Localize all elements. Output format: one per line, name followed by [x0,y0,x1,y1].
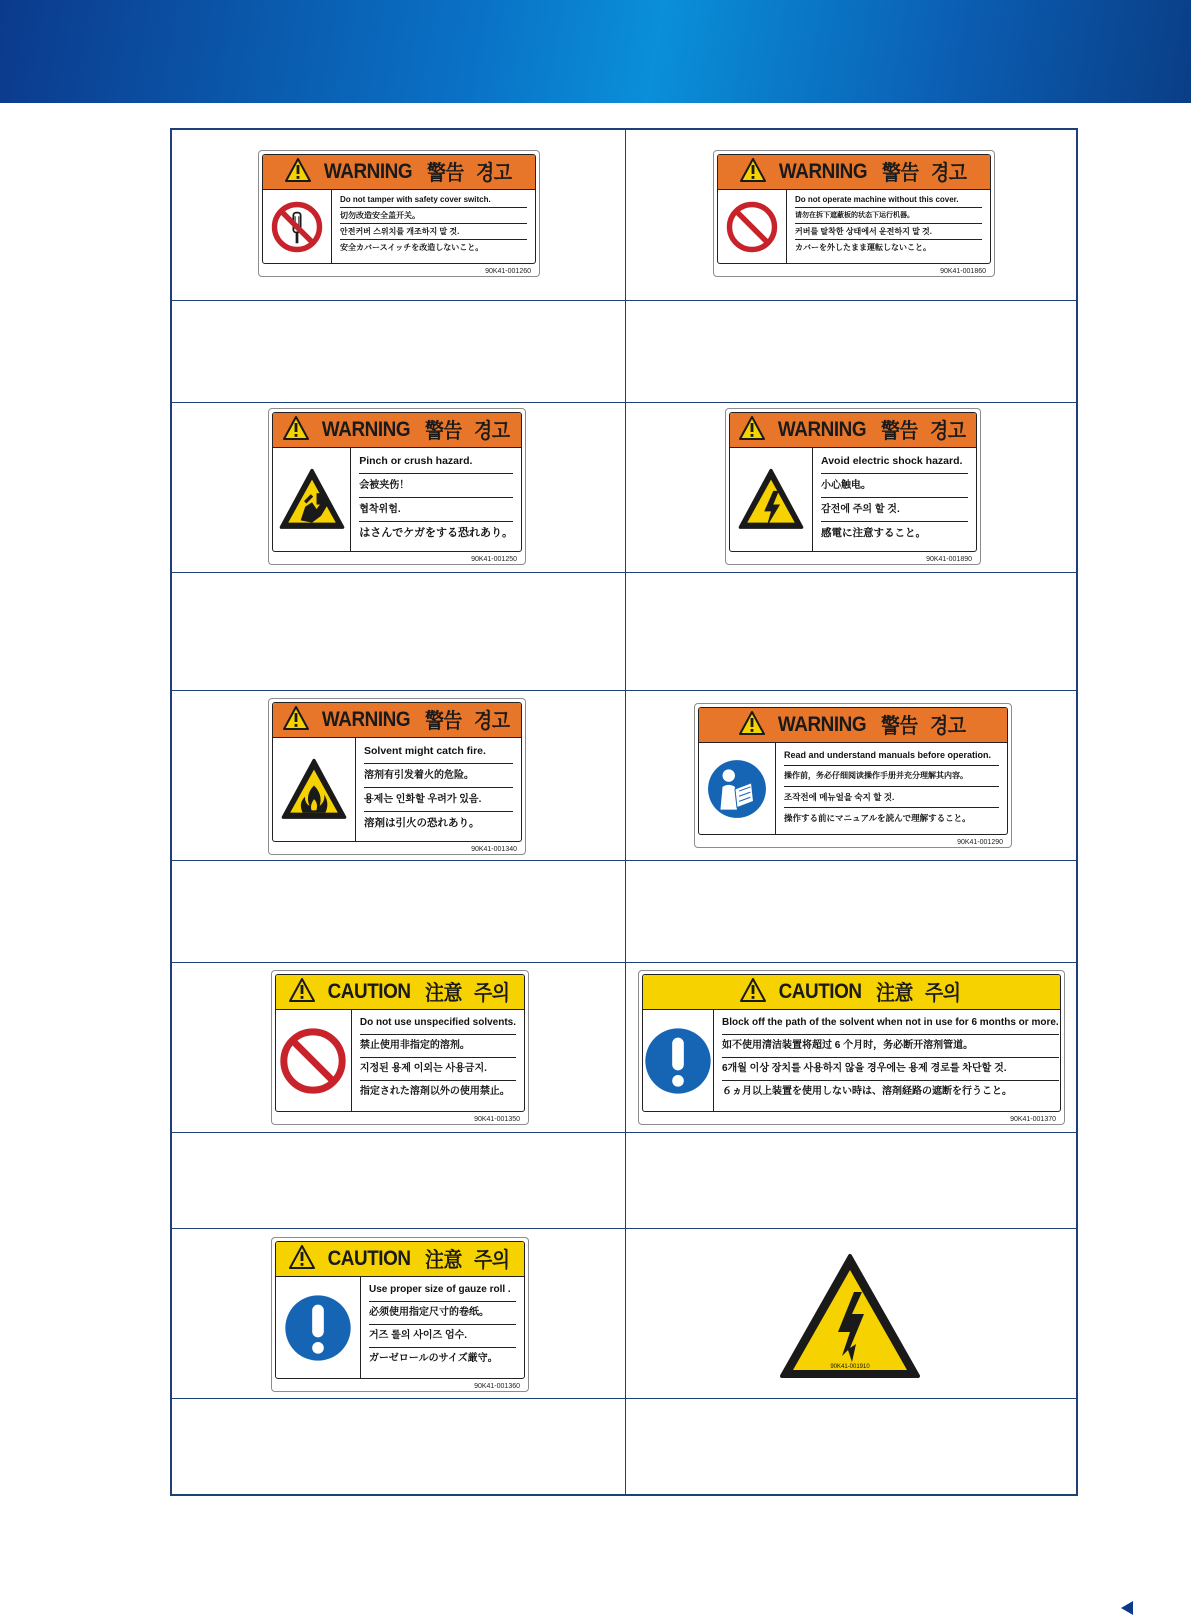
row-divider [172,300,1076,301]
header-word: 警告 [880,715,918,738]
warning-triangle-icon [739,711,765,740]
electric-shock-icon [730,448,813,551]
warning-triangle-icon [739,416,765,445]
no-tamper-icon [263,190,332,263]
previous-page-icon[interactable] [1121,1601,1133,1615]
safety-label [713,150,995,277]
label-text-line: ６ヵ月以上装置を使用しない時は、溶剤経路の遮断を行うこと。 [722,1086,1012,1097]
safety-label [694,703,1012,848]
label-header [643,975,1060,1010]
row-divider [172,1228,1076,1229]
label-code: 90K41-001890 [926,556,972,563]
label-text-line: ガーゼロールのサイズ厳守。 [369,1353,498,1364]
row-divider [172,572,1076,573]
row-divider [172,962,1076,963]
header-word: 警告 [424,710,462,733]
safety-label [271,1237,529,1392]
label-text-line: 커버를 탈착한 상태에서 운전하지 말 것. [795,224,982,240]
header-word: WARNING [321,418,410,441]
label-header [273,413,521,448]
label-header [730,413,976,448]
label-text-line: 必须使用指定尺寸的卷纸。 [369,1302,516,1325]
mandatory-icon [276,1277,361,1378]
row-divider [172,402,1076,403]
header-word: 경고 [929,715,966,738]
safety-label [725,408,981,565]
label-text-line: Solvent might catch fire. [364,740,513,764]
label-text-line: Read and understand manuals before operation. [784,745,999,766]
label-text-line: 禁止使用非指定的溶剂。 [360,1035,516,1058]
header-word: 警告 [426,162,464,185]
header-word: 경고 [473,420,510,443]
label-code: 90K41-001370 [1010,1116,1056,1123]
label-code: 90K41-001340 [471,846,517,853]
header-word: WARNING [778,160,867,183]
label-text-line: Do not tamper with safety cover switch. [340,192,527,208]
safety-label [258,150,540,277]
high-voltage-icon [778,1252,922,1380]
label-text-line: 조작전에 메뉴얼을 숙지 할 것. [784,787,999,808]
label-header [276,975,524,1010]
safety-label [268,698,526,855]
header-word: 주의 [473,1249,510,1272]
label-code: 90K41-001360 [474,1383,520,1390]
label-header [276,1242,524,1277]
row-divider [172,860,1076,861]
warning-triangle-icon [283,416,309,445]
prohibition-icon [718,190,787,263]
header-word: 경고 [930,162,967,185]
label-text-line: Use proper size of gauze roll . [369,1279,516,1302]
safety-label [638,970,1065,1125]
header-word: WARNING [777,418,866,441]
header-word: WARNING [323,160,412,183]
header-word: 경고 [475,162,512,185]
label-text-line: 安全カバースイッチを改造しないこと。 [340,243,484,252]
label-text-line: Block off the path of the solvent when not in use for 6 months or more. [722,1012,1059,1035]
read-manual-icon [699,743,776,834]
label-text-line: Pinch or crush hazard. [359,450,513,474]
warning-triangle-icon [283,706,309,735]
label-text-line: 小心触电。 [821,474,968,498]
label-text-line: 操作する前にマニュアルを読んで理解すること。 [784,813,971,823]
label-text-line: 안전커버 스위치를 개조하지 말 것. [340,224,527,240]
warning-triangle-icon [285,158,311,187]
header-banner [0,0,1191,103]
warning-triangle-icon [740,158,766,187]
safety-label [268,408,526,565]
pinch-hazard-icon [273,448,351,551]
header-word: 경고 [473,710,510,733]
label-text-line: 협착위험. [359,498,513,522]
label-header [273,703,521,738]
label-text-line: はさんでケガをする恐れあり。 [359,527,513,539]
label-text-line: 切勿改造安全盖开关。 [340,208,527,224]
label-text-line: 如不使用清洁装置将超过 6 个月时，务必断开溶剂管道。 [722,1035,1059,1058]
header-word: 주의 [473,982,510,1005]
header-word: CAUTION [327,980,411,1003]
header-word: 경고 [929,420,966,443]
header-word: CAUTION [778,980,862,1003]
label-code: 90K41-001860 [940,268,986,275]
header-word: WARNING [777,713,866,736]
column-divider [625,130,626,1494]
header-word: 注意 [876,982,914,1005]
label-text-line: 操作前，务必仔细阅读操作手册并充分理解其内容。 [784,766,999,787]
warning-triangle-icon [289,1245,315,1274]
mandatory-icon [643,1010,714,1111]
high-voltage-label [778,1252,922,1380]
label-code: 90K41-001910 [830,1364,870,1370]
label-text-line: 溶剂有引发着火的危险。 [364,764,513,788]
label-text-line: Avoid electric shock hazard. [821,450,968,474]
warning-triangle-icon [740,978,766,1007]
header-word: CAUTION [327,1247,411,1270]
label-text-line: 溶剤は引火の恐れあり。 [364,817,480,829]
header-word: 注意 [424,982,462,1005]
prohibition-icon [276,1010,352,1111]
label-text-line: 感電に注意すること。 [821,527,926,539]
label-text-line: 감전에 주의 할 것. [821,498,968,522]
label-header [699,708,1007,743]
header-word: WARNING [321,708,410,731]
label-text-line: 지정된 용제 이외는 사용금지. [360,1058,516,1081]
label-text-line: 请勿在拆下遮蔽板的状态下运行机器。 [795,208,982,224]
header-word: 注意 [424,1249,462,1272]
row-divider [172,690,1076,691]
row-divider [172,1132,1076,1133]
label-text-line: 指定された溶剤以外の使用禁止。 [359,1086,510,1097]
label-text-line: Do not operate machine without this cover. [795,192,982,208]
label-code: 90K41-001350 [474,1116,520,1123]
label-header [263,155,535,190]
label-code: 90K41-001290 [957,839,1003,846]
header-word: 警告 [881,162,919,185]
flammable-icon [273,738,356,841]
label-text-line: Do not use unspecified solvents. [360,1012,516,1035]
label-code: 90K41-001260 [485,268,531,275]
label-text-line: カバーを外したまま運転しないこと。 [795,243,931,252]
label-text-line: 会被夹伤！ [359,474,513,498]
header-word: 警告 [424,420,462,443]
label-header [718,155,990,190]
header-word: 주의 [925,982,961,1005]
label-text-line: 6개월 이상 장치를 사용하지 않을 경우에는 용제 경로를 차단할 것. [722,1058,1059,1081]
label-text-line: 용제는 인화할 우려가 있음. [364,788,513,812]
row-divider [172,1398,1076,1399]
label-code: 90K41-001250 [471,556,517,563]
warning-triangle-icon [289,978,315,1007]
label-text-line: 거즈 롤의 사이즈 엄수. [369,1325,516,1348]
safety-label [271,970,529,1125]
header-word: 警告 [880,420,918,443]
